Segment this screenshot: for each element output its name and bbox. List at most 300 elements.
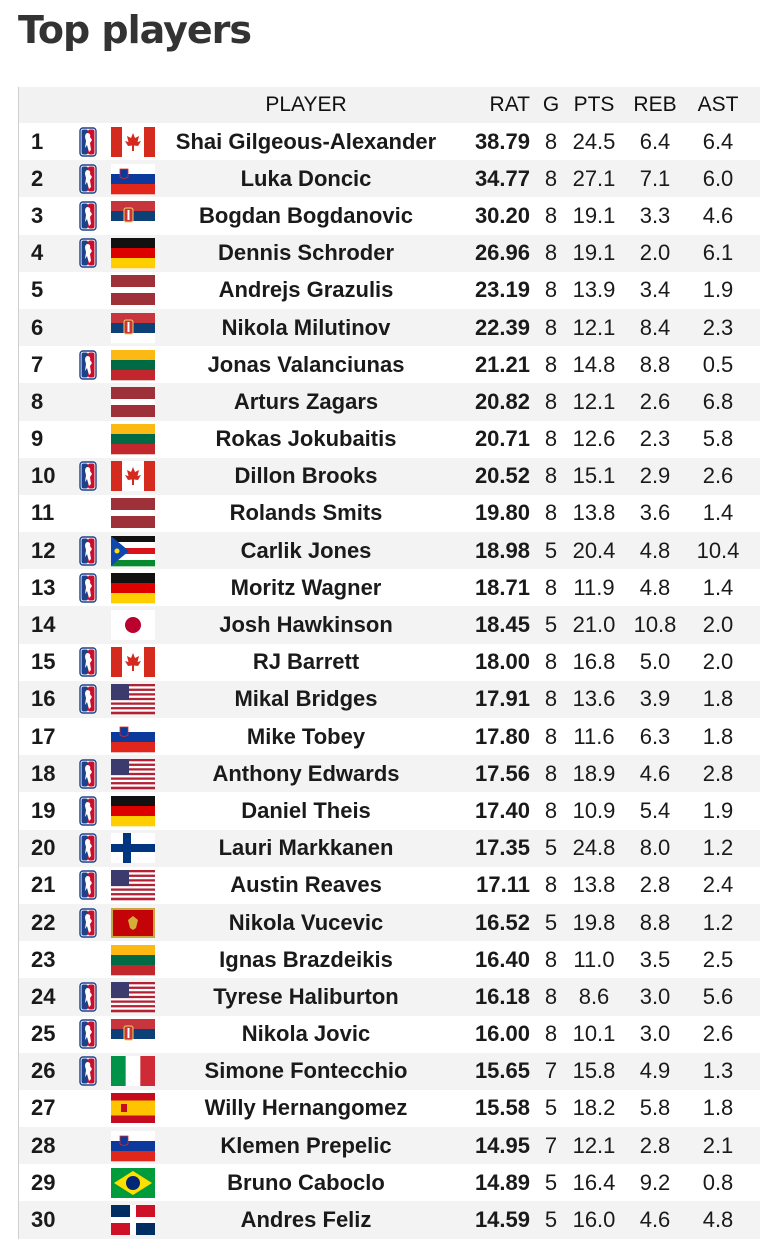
table-row: [19, 235, 760, 272]
cell-ast: 1.8: [702, 686, 734, 712]
cell-rank: 5: [31, 277, 44, 303]
cell-reb: 2.6: [639, 388, 671, 414]
usa-flag-icon: [111, 869, 155, 901]
flag-cell: [111, 869, 161, 901]
cell-rank: 17: [31, 723, 56, 749]
flag-cell: [111, 163, 161, 195]
table-row: [19, 309, 760, 346]
cell-ast: 1.9: [702, 797, 734, 823]
cell-player: Mike Tobey: [246, 723, 366, 749]
italy-flag-icon: [111, 1055, 155, 1087]
cell-rank: 16: [31, 686, 56, 712]
nba-logo-cell: [65, 1019, 111, 1049]
cell-rat: 16.52: [474, 909, 530, 935]
cell-g: 7: [544, 1058, 558, 1084]
cell-ast: 5.8: [702, 426, 734, 452]
table-row: [19, 532, 760, 569]
cell-pts: 21.0: [572, 612, 616, 638]
nba-logo-icon: [79, 1056, 97, 1086]
nba-logo-icon: [79, 647, 97, 677]
cell-player: Jonas Valanciunas: [207, 351, 405, 377]
cell-pts: 12.1: [572, 314, 616, 340]
cell-player: Moritz Wagner: [230, 574, 382, 600]
nba-logo-icon: [79, 350, 97, 380]
cell-player: Daniel Theis: [241, 797, 371, 823]
japan-flag-icon: [111, 609, 155, 641]
cell-pts: 18.2: [572, 1095, 616, 1121]
cell-g: 8: [544, 351, 558, 377]
cell-ast: 2.0: [702, 649, 734, 675]
cell-player: Rokas Jokubaitis: [215, 426, 397, 452]
table-body: [19, 123, 760, 1239]
cell-reb: 3.0: [639, 1021, 671, 1047]
south-sudan-flag-icon: [111, 535, 155, 567]
cell-rat: 14.89: [474, 1169, 530, 1195]
cell-pts: 12.1: [572, 388, 616, 414]
cell-pts: 18.9: [572, 760, 616, 786]
cell-rank: 27: [31, 1095, 56, 1121]
cell-pts: 10.9: [572, 797, 616, 823]
cell-rank: 13: [31, 574, 56, 600]
serbia-flag-icon: [111, 312, 155, 344]
cell-rat: 16.00: [474, 1021, 530, 1047]
cell-rank: 18: [31, 760, 56, 786]
cell-player: Klemen Prepelic: [220, 1132, 392, 1158]
cell-reb: 3.4: [639, 277, 671, 303]
cell-rat: 14.95: [474, 1132, 530, 1158]
table-row: [19, 346, 760, 383]
cell-rat: 17.40: [474, 797, 530, 823]
cell-pts: 11.6: [573, 723, 615, 749]
flag-cell: [111, 386, 161, 418]
cell-player: Rolands Smits: [229, 500, 383, 526]
cell-pts: 16.8: [572, 649, 616, 675]
cell-player: Arturs Zagars: [233, 388, 379, 414]
germany-flag-icon: [111, 572, 155, 604]
table-row: [19, 718, 760, 755]
nba-logo-cell: [65, 796, 111, 826]
spain-flag-icon: [111, 1092, 155, 1124]
flag-cell: [111, 609, 161, 641]
nba-logo-cell: [65, 127, 111, 157]
table-row: [19, 830, 760, 867]
flag-cell: [111, 721, 161, 753]
cell-g: 5: [544, 835, 558, 861]
cell-pts: 12.1: [572, 1132, 616, 1158]
flag-cell: [111, 200, 161, 232]
cell-pts: 14.8: [572, 351, 616, 377]
table-row: [19, 1127, 760, 1164]
cell-player: Lauri Markkanen: [218, 835, 394, 861]
header-rat: RAT: [489, 93, 530, 116]
cell-rank: 28: [31, 1132, 56, 1158]
cell-pts: 15.1: [572, 463, 616, 489]
flag-cell: [111, 981, 161, 1013]
flag-cell: [111, 683, 161, 715]
cell-pts: 24.5: [572, 128, 616, 154]
table-row: [19, 681, 760, 718]
dominican-republic-flag-icon: [111, 1204, 155, 1236]
cell-player: Nikola Vucevic: [228, 909, 384, 935]
cell-pts: 8.6: [578, 983, 610, 1009]
cell-rat: 18.00: [474, 649, 530, 675]
cell-reb: 6.4: [639, 128, 671, 154]
cell-reb: 10.8: [633, 612, 677, 638]
flag-cell: [111, 646, 161, 678]
usa-flag-icon: [111, 683, 155, 715]
nba-logo-icon: [79, 684, 97, 714]
nba-logo-cell: [65, 647, 111, 677]
flag-cell: [111, 460, 161, 492]
nba-logo-cell: [65, 573, 111, 603]
cell-pts: 19.8: [572, 909, 616, 935]
slovenia-flag-icon: [111, 721, 155, 753]
cell-reb: 4.9: [639, 1058, 671, 1084]
cell-player: Ignas Brazdeikis: [219, 946, 393, 972]
cell-player: RJ Barrett: [252, 649, 360, 675]
cell-player: Austin Reaves: [230, 872, 382, 898]
cell-rat: 20.71: [474, 426, 530, 452]
cell-pts: 13.8: [572, 872, 616, 898]
table-row: [19, 792, 760, 829]
cell-reb: 8.8: [639, 351, 671, 377]
flag-cell: [111, 349, 161, 381]
cell-rat: 17.80: [474, 723, 530, 749]
cell-rat: 18.45: [474, 612, 530, 638]
cell-player: Andrejs Grazulis: [218, 277, 394, 303]
cell-rat: 18.71: [474, 574, 530, 600]
lithuania-flag-icon: [111, 423, 155, 455]
cell-reb: 4.6: [639, 1207, 671, 1233]
nba-logo-icon: [79, 536, 97, 566]
cell-player: Nikola Milutinov: [221, 314, 391, 340]
cell-reb: 4.8: [639, 537, 671, 563]
cell-rank: 4: [31, 240, 44, 266]
nba-logo-cell: [65, 684, 111, 714]
cell-player: Dennis Schroder: [217, 240, 395, 266]
cell-pts: 19.1: [572, 240, 616, 266]
flag-cell: [111, 1130, 161, 1162]
nba-logo-cell: [65, 461, 111, 491]
germany-flag-icon: [111, 795, 155, 827]
canada-flag-icon: [111, 460, 155, 492]
nba-logo-icon: [79, 127, 97, 157]
cell-rank: 15: [31, 649, 56, 675]
cell-reb: 5.0: [639, 649, 671, 675]
latvia-flag-icon: [111, 497, 155, 529]
nba-logo-icon: [79, 759, 97, 789]
cell-rank: 2: [31, 165, 44, 191]
cell-player: Carlik Jones: [240, 537, 372, 563]
cell-rank: 9: [31, 426, 44, 452]
nba-logo-cell: [65, 982, 111, 1012]
cell-rank: 20: [31, 835, 56, 861]
cell-rat: 20.82: [474, 388, 530, 414]
cell-pts: 27.1: [572, 165, 616, 191]
cell-player: Anthony Edwards: [212, 760, 400, 786]
nba-logo-icon: [79, 164, 97, 194]
cell-pts: 11.9: [573, 574, 615, 600]
cell-ast: 10.4: [696, 537, 740, 563]
cell-pts: 13.9: [572, 277, 616, 303]
header-pts: PTS: [573, 93, 615, 116]
table-row: [19, 978, 760, 1015]
cell-reb: 2.3: [639, 426, 671, 452]
cell-rat: 17.91: [474, 686, 530, 712]
table-row: [19, 867, 760, 904]
table-row: [19, 197, 760, 234]
cell-player: Shai Gilgeous-Alexander: [175, 128, 437, 154]
cell-rank: 14: [31, 612, 56, 638]
cell-rank: 11: [31, 500, 55, 526]
header-ast: AST: [697, 93, 739, 116]
cell-g: 5: [544, 909, 558, 935]
brazil-flag-icon: [111, 1167, 155, 1199]
cell-rank: 24: [31, 983, 56, 1009]
cell-ast: 6.4: [702, 128, 734, 154]
cell-g: 8: [544, 314, 558, 340]
cell-reb: 8.0: [639, 835, 671, 861]
lithuania-flag-icon: [111, 349, 155, 381]
cell-rat: 30.20: [474, 202, 530, 228]
usa-flag-icon: [111, 981, 155, 1013]
flag-cell: [111, 1167, 161, 1199]
flag-cell: [111, 535, 161, 567]
nba-logo-cell: [65, 870, 111, 900]
cell-rat: 22.39: [474, 314, 530, 340]
cell-ast: 1.8: [702, 1095, 734, 1121]
cell-g: 8: [544, 946, 558, 972]
cell-g: 8: [544, 388, 558, 414]
cell-g: 8: [544, 463, 558, 489]
cell-ast: 1.4: [702, 574, 734, 600]
cell-rat: 15.58: [474, 1095, 530, 1121]
table-header: [19, 87, 760, 123]
cell-reb: 4.6: [639, 760, 671, 786]
table-row: [19, 458, 760, 495]
cell-reb: 3.9: [639, 686, 671, 712]
cell-g: 5: [544, 612, 558, 638]
cell-rat: 19.80: [474, 500, 530, 526]
cell-rank: 7: [31, 351, 44, 377]
cell-rank: 30: [31, 1207, 56, 1233]
cell-ast: 6.8: [702, 388, 734, 414]
flag-cell: [111, 126, 161, 158]
cell-rank: 23: [31, 946, 56, 972]
cell-reb: 5.8: [639, 1095, 671, 1121]
cell-rank: 29: [31, 1169, 56, 1195]
cell-rank: 10: [31, 463, 56, 489]
flag-cell: [111, 907, 161, 939]
flag-cell: [111, 1092, 161, 1124]
finland-flag-icon: [111, 832, 155, 864]
cell-rank: 1: [31, 128, 44, 154]
cell-rank: 22: [31, 909, 56, 935]
cell-ast: 2.0: [702, 612, 734, 638]
cell-g: 8: [544, 723, 558, 749]
slovenia-flag-icon: [111, 1130, 155, 1162]
nba-logo-icon: [79, 870, 97, 900]
table-row: [19, 1053, 760, 1090]
cell-g: 8: [544, 983, 558, 1009]
table-row: [19, 1090, 760, 1127]
germany-flag-icon: [111, 237, 155, 269]
cell-player: Tyrese Haliburton: [213, 983, 399, 1009]
cell-reb: 8.4: [639, 314, 671, 340]
table-row: [19, 755, 760, 792]
cell-rank: 21: [31, 872, 56, 898]
cell-pts: 20.4: [572, 537, 616, 563]
table-row: [19, 495, 760, 532]
serbia-flag-icon: [111, 1018, 155, 1050]
table-row: [19, 606, 760, 643]
table-row: [19, 123, 760, 160]
table-row: [19, 941, 760, 978]
nba-logo-cell: [65, 908, 111, 938]
cell-g: 8: [544, 500, 558, 526]
cell-g: 8: [544, 649, 558, 675]
cell-rank: 6: [31, 314, 44, 340]
serbia-flag-icon: [111, 200, 155, 232]
cell-pts: 16.4: [572, 1169, 616, 1195]
cell-rat: 21.21: [474, 351, 530, 377]
cell-ast: 2.4: [702, 872, 734, 898]
nba-logo-icon: [79, 238, 97, 268]
cell-ast: 1.8: [702, 723, 734, 749]
nba-logo-icon: [79, 833, 97, 863]
cell-ast: 4.6: [702, 202, 734, 228]
flag-cell: [111, 1018, 161, 1050]
cell-ast: 2.6: [702, 1021, 734, 1047]
cell-g: 8: [544, 1021, 558, 1047]
cell-rat: 34.77: [474, 165, 530, 191]
cell-g: 8: [544, 202, 558, 228]
cell-g: 8: [544, 128, 558, 154]
cell-ast: 4.8: [702, 1207, 734, 1233]
table-row: [19, 1016, 760, 1053]
cell-rat: 17.11: [476, 872, 530, 898]
cell-ast: 1.3: [702, 1058, 734, 1084]
cell-rank: 12: [31, 537, 56, 563]
cell-player: Luka Doncic: [240, 165, 372, 191]
cell-reb: 7.1: [639, 165, 671, 191]
cell-player: Dillon Brooks: [234, 463, 378, 489]
cell-rat: 16.40: [474, 946, 530, 972]
cell-ast: 2.5: [702, 946, 734, 972]
cell-rank: 25: [31, 1021, 56, 1047]
montenegro-flag-icon: [111, 907, 155, 939]
cell-reb: 2.8: [639, 1132, 671, 1158]
flag-cell: [111, 758, 161, 790]
nba-logo-icon: [79, 1019, 97, 1049]
cell-rat: 26.96: [474, 240, 530, 266]
cell-rat: 23.19: [474, 277, 530, 303]
cell-reb: 3.0: [639, 983, 671, 1009]
cell-g: 5: [544, 1169, 558, 1195]
nba-logo-icon: [79, 796, 97, 826]
cell-ast: 2.8: [702, 760, 734, 786]
usa-flag-icon: [111, 758, 155, 790]
cell-pts: 12.6: [572, 426, 616, 452]
nba-logo-cell: [65, 536, 111, 566]
cell-reb: 3.3: [639, 202, 671, 228]
nba-logo-icon: [79, 982, 97, 1012]
cell-g: 8: [544, 760, 558, 786]
cell-pts: 11.0: [573, 946, 615, 972]
cell-g: 8: [544, 574, 558, 600]
cell-reb: 9.2: [639, 1169, 671, 1195]
cell-reb: 4.8: [639, 574, 671, 600]
cell-ast: 5.6: [702, 983, 734, 1009]
cell-rat: 16.18: [474, 983, 530, 1009]
table-row: [19, 1201, 760, 1238]
flag-cell: [111, 497, 161, 529]
cell-rank: 3: [31, 202, 44, 228]
nba-logo-cell: [65, 833, 111, 863]
header-g: G: [542, 93, 560, 116]
cell-ast: 1.2: [702, 835, 734, 861]
cell-pts: 24.8: [572, 835, 616, 861]
cell-player: Andres Feliz: [240, 1207, 372, 1233]
page-title: Top players: [18, 8, 252, 52]
cell-ast: 1.2: [702, 909, 734, 935]
cell-pts: 16.0: [572, 1207, 616, 1233]
cell-pts: 10.1: [572, 1021, 616, 1047]
nba-logo-icon: [79, 201, 97, 231]
slovenia-flag-icon: [111, 163, 155, 195]
cell-g: 8: [544, 797, 558, 823]
cell-rat: 17.56: [474, 760, 530, 786]
lithuania-flag-icon: [111, 944, 155, 976]
table-row: [19, 421, 760, 458]
nba-logo-cell: [65, 1056, 111, 1086]
nba-logo-icon: [79, 573, 97, 603]
cell-rank: 26: [31, 1058, 56, 1084]
cell-rat: 14.59: [474, 1207, 530, 1233]
table-row: [19, 272, 760, 309]
cell-reb: 8.8: [639, 909, 671, 935]
cell-pts: 19.1: [572, 202, 616, 228]
cell-reb: 2.0: [639, 240, 671, 266]
cell-g: 5: [544, 537, 558, 563]
cell-g: 7: [544, 1132, 558, 1158]
cell-reb: 5.4: [639, 797, 671, 823]
cell-reb: 3.6: [639, 500, 671, 526]
flag-cell: [111, 832, 161, 864]
flag-cell: [111, 572, 161, 604]
nba-logo-cell: [65, 164, 111, 194]
cell-g: 8: [544, 240, 558, 266]
nba-logo-icon: [79, 461, 97, 491]
cell-rat: 38.79: [474, 128, 530, 154]
table-row: [19, 160, 760, 197]
nba-logo-cell: [65, 201, 111, 231]
cell-reb: 3.5: [639, 946, 671, 972]
cell-g: 5: [544, 1207, 558, 1233]
table-row: [19, 383, 760, 420]
header-reb: REB: [633, 93, 677, 116]
cell-player: Bogdan Bogdanovic: [199, 202, 413, 228]
cell-g: 8: [544, 686, 558, 712]
table-row: [19, 644, 760, 681]
players-table: [18, 87, 760, 1239]
cell-player: Simone Fontecchio: [204, 1058, 408, 1084]
nba-logo-cell: [65, 759, 111, 789]
flag-cell: [111, 1055, 161, 1087]
table-row: [19, 1164, 760, 1201]
cell-player: Josh Hawkinson: [219, 612, 393, 638]
cell-g: 8: [544, 277, 558, 303]
